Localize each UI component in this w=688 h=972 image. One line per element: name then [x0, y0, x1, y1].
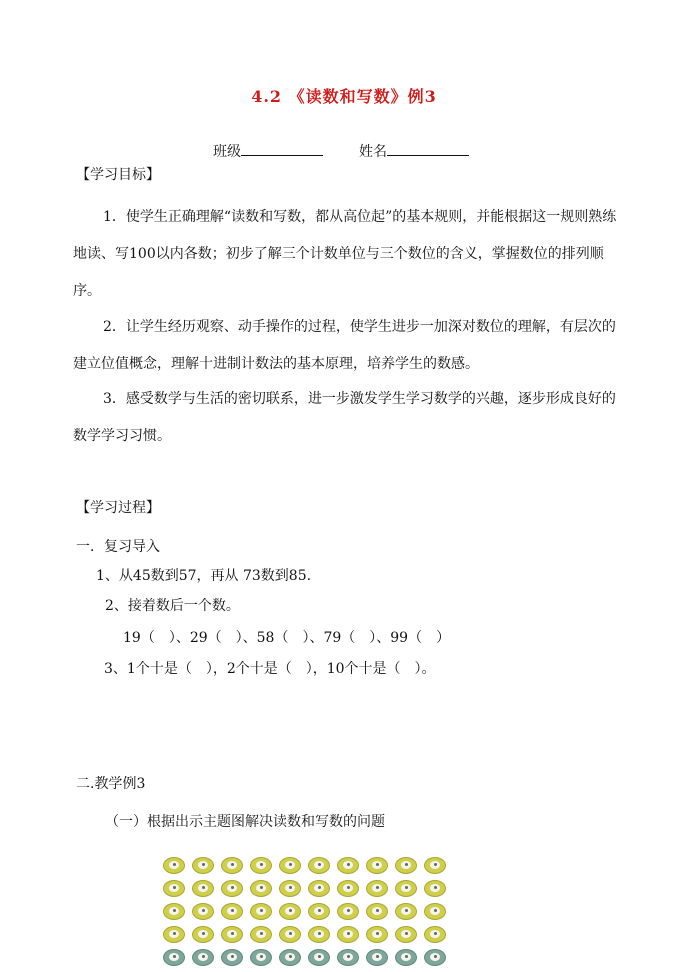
counter-coin — [424, 880, 446, 897]
objectives-header: 【学习目标】 — [76, 167, 160, 183]
counter-coin — [424, 903, 446, 920]
counter-coin — [163, 926, 185, 943]
counter-coin — [279, 903, 301, 920]
counter-coin — [221, 880, 243, 897]
counter-coin — [308, 926, 330, 943]
name-blank — [387, 142, 469, 156]
counter-coin — [192, 949, 214, 966]
counter-coin — [250, 903, 272, 920]
objective-1: 1．使学生正确理解“读数和写数，都从高位起”的基本规则，并能根据这一规则熟练地读、写100以内各数；初步了解三个计数单位与三个数位的含义，掌握数位的排列顺序。 — [73, 209, 617, 299]
counter-coin — [192, 903, 214, 920]
counter-coin — [366, 880, 388, 897]
counter-coin — [366, 926, 388, 943]
counter-coin — [221, 857, 243, 874]
counter-coin — [192, 880, 214, 897]
counter-coin — [279, 926, 301, 943]
counter-coin — [424, 857, 446, 874]
page-title: 4.2 《读数和写数》例3 — [251, 87, 437, 106]
counter-coin — [308, 903, 330, 920]
counter-coin — [163, 903, 185, 920]
counter-coin — [308, 880, 330, 897]
counter-coin — [337, 857, 359, 874]
counter-coin — [192, 857, 214, 874]
counter-coin — [250, 857, 272, 874]
counter-coin — [366, 857, 388, 874]
name-label: 姓名 — [359, 144, 387, 160]
counter-coin — [163, 880, 185, 897]
counter-coin — [250, 926, 272, 943]
objective-3: 3．感受数学与生活的密切联系，进一步激发学生学习数学的兴趣，逐步形成良好的数学学习习惯。 — [73, 391, 616, 444]
counter-coin — [395, 880, 417, 897]
counter-coin — [424, 949, 446, 966]
counter-coin — [192, 926, 214, 943]
counter-coin — [250, 949, 272, 966]
counter-coin — [250, 880, 272, 897]
counting-figure — [163, 857, 455, 969]
counter-coin — [163, 857, 185, 874]
counter-coin — [424, 926, 446, 943]
counter-coin — [366, 949, 388, 966]
class-blank — [241, 142, 323, 156]
counter-coin — [279, 880, 301, 897]
review-item-1: 1、从45数到57，再从 73数到85. — [96, 568, 312, 584]
counter-coin — [337, 926, 359, 943]
counter-coin — [395, 926, 417, 943]
counter-coin — [221, 926, 243, 943]
review-item-2: 2、接着数后一个数。 — [105, 598, 240, 614]
counter-coin — [337, 903, 359, 920]
counter-coin — [337, 880, 359, 897]
counter-coin — [279, 857, 301, 874]
counter-coin — [279, 949, 301, 966]
class-field — [213, 142, 323, 161]
counter-coin — [308, 949, 330, 966]
review-sequence: 19（ ）、29（ ）、58（ ）、79（ ）、99（ ） — [123, 630, 451, 646]
counter-coin — [366, 903, 388, 920]
process-header: 【学习过程】 — [76, 500, 160, 516]
counter-coin — [221, 903, 243, 920]
section2-sub1: （一）根据出示主题图解决读数和写数的问题 — [105, 814, 385, 830]
counter-coin — [337, 949, 359, 966]
counter-coin — [395, 949, 417, 966]
counter-coin — [395, 903, 417, 920]
class-label: 班级 — [213, 144, 241, 160]
name-field — [359, 142, 469, 161]
section1-heading: 一．复习导入 — [76, 539, 160, 555]
counter-coin — [395, 857, 417, 874]
counter-coin — [221, 949, 243, 966]
counter-coin — [163, 949, 185, 966]
section2-heading: 二.教学例3 — [76, 776, 146, 792]
review-item-3: 3、1个十是（ ），2个十是（ ），10个十是（ ）。 — [104, 661, 436, 677]
objective-2: 2．让学生经历观察、动手操作的过程，使学生进步一加深对数位的理解，有层次的建立位值概念，理解十进制计数法的基本原理，培养学生的数感。 — [73, 319, 616, 372]
counter-coin — [308, 857, 330, 874]
